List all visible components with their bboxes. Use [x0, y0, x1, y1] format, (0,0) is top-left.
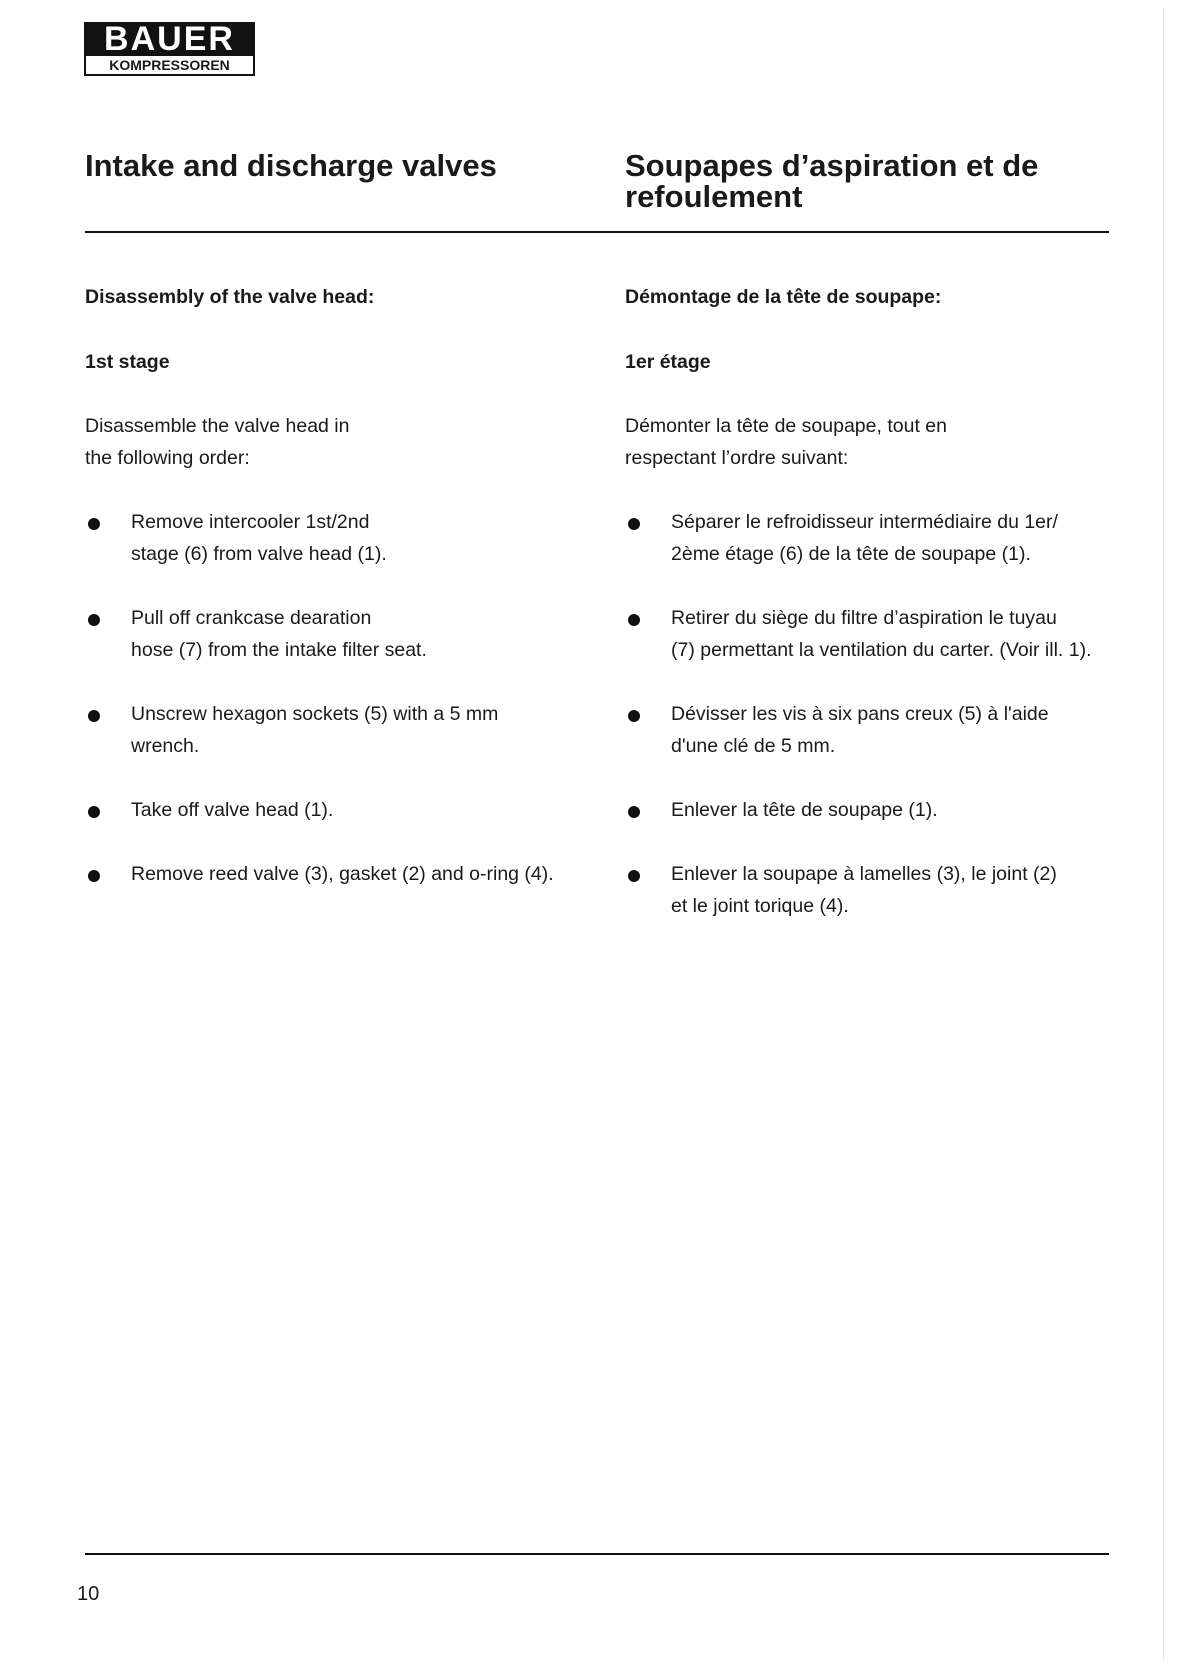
page-title-french-line1: Soupapes d’aspiration et de	[625, 148, 1039, 183]
list-item-french-3	[671, 698, 1049, 762]
logo-subtitle: KOMPRESSOREN	[84, 56, 255, 76]
list-item-english-5-line1: Remove reed valve (3), gasket (2) and o-ring (4).	[131, 863, 554, 885]
list-item-english-5	[131, 858, 554, 890]
section-heading-english: Disassembly of the valve head:	[85, 286, 375, 308]
list-item-english-2-line2: hose (7) from the intake filter seat.	[131, 639, 427, 661]
list-item-french-5	[671, 858, 1057, 922]
footer-divider	[85, 1553, 1109, 1555]
intro-english	[85, 410, 349, 474]
list-item-english-1	[131, 506, 387, 570]
stage-heading-french: 1er étage	[625, 351, 711, 373]
bullet-icon	[88, 710, 100, 722]
list-item-french-1	[671, 506, 1058, 570]
page-title-french-line2: refoulement	[625, 179, 803, 214]
list-item-french-3-line2: d'une clé de 5 mm.	[671, 735, 836, 757]
list-item-french-3-line1: Dévisser les vis à six pans creux (5) à l'aide	[671, 703, 1049, 725]
list-item-english-1-line2: stage (6) from valve head (1).	[131, 543, 387, 565]
list-item-english-2	[131, 602, 427, 666]
stage-heading-english: 1st stage	[85, 351, 170, 373]
list-item-english-3-line1: Unscrew hexagon sockets (5) with a 5 mm	[131, 703, 499, 725]
list-item-french-4-line1: Enlever la tête de soupape (1).	[671, 799, 938, 821]
list-item-english-2-line1: Pull off crankcase dearation	[131, 607, 372, 629]
list-item-french-1-line1: Séparer le refroidisseur intermédiaire du 1er/	[671, 511, 1058, 533]
list-item-english-3-line2: wrench.	[131, 735, 200, 757]
logo-brand: BAUER	[84, 22, 255, 56]
list-item-english-3	[131, 698, 498, 762]
list-item-english-4	[131, 794, 333, 826]
intro-english-line2: the following order:	[85, 447, 250, 469]
page-title-french	[625, 150, 1125, 212]
bullet-icon	[628, 518, 640, 530]
bauer-logo	[84, 22, 255, 76]
list-item-french-5-line2: et le joint torique (4).	[671, 895, 849, 917]
bullet-icon	[628, 806, 640, 818]
intro-french-line1: Démonter la tête de soupape, tout en	[625, 415, 947, 437]
list-item-french-4	[671, 794, 938, 826]
list-item-french-2-line1: Retirer du siège du filtre d’aspiration le tuyau	[671, 607, 1057, 629]
bullet-icon	[88, 614, 100, 626]
list-item-french-2	[671, 602, 1092, 666]
bullet-icon	[628, 710, 640, 722]
list-item-english-1-line1: Remove intercooler 1st/2nd	[131, 511, 370, 533]
intro-french-line2: respectant l’ordre suivant:	[625, 447, 849, 469]
bullet-icon	[88, 518, 100, 530]
list-item-english-4-line1: Take off valve head (1).	[131, 799, 334, 821]
bullet-icon	[88, 870, 100, 882]
bullet-icon	[628, 870, 640, 882]
list-item-french-5-line1: Enlever la soupape à lamelles (3), le joint (2)	[671, 863, 1057, 885]
list-item-french-1-line2: 2ème étage (6) de la tête de soupape (1).	[671, 543, 1031, 565]
intro-french	[625, 410, 947, 474]
page-title-english: Intake and discharge valves	[85, 148, 497, 183]
bullet-icon	[628, 614, 640, 626]
list-item-french-2-line2: (7) permettant la ventilation du carter. (Voir ill. 1).	[671, 639, 1092, 661]
page-number: 10	[77, 1583, 100, 1605]
scan-edge	[1163, 10, 1164, 1660]
section-heading-french: Démontage de la tête de soupape:	[625, 286, 942, 308]
header-divider	[85, 231, 1109, 233]
intro-english-line1: Disassemble the valve head in	[85, 415, 350, 437]
bullet-icon	[88, 806, 100, 818]
